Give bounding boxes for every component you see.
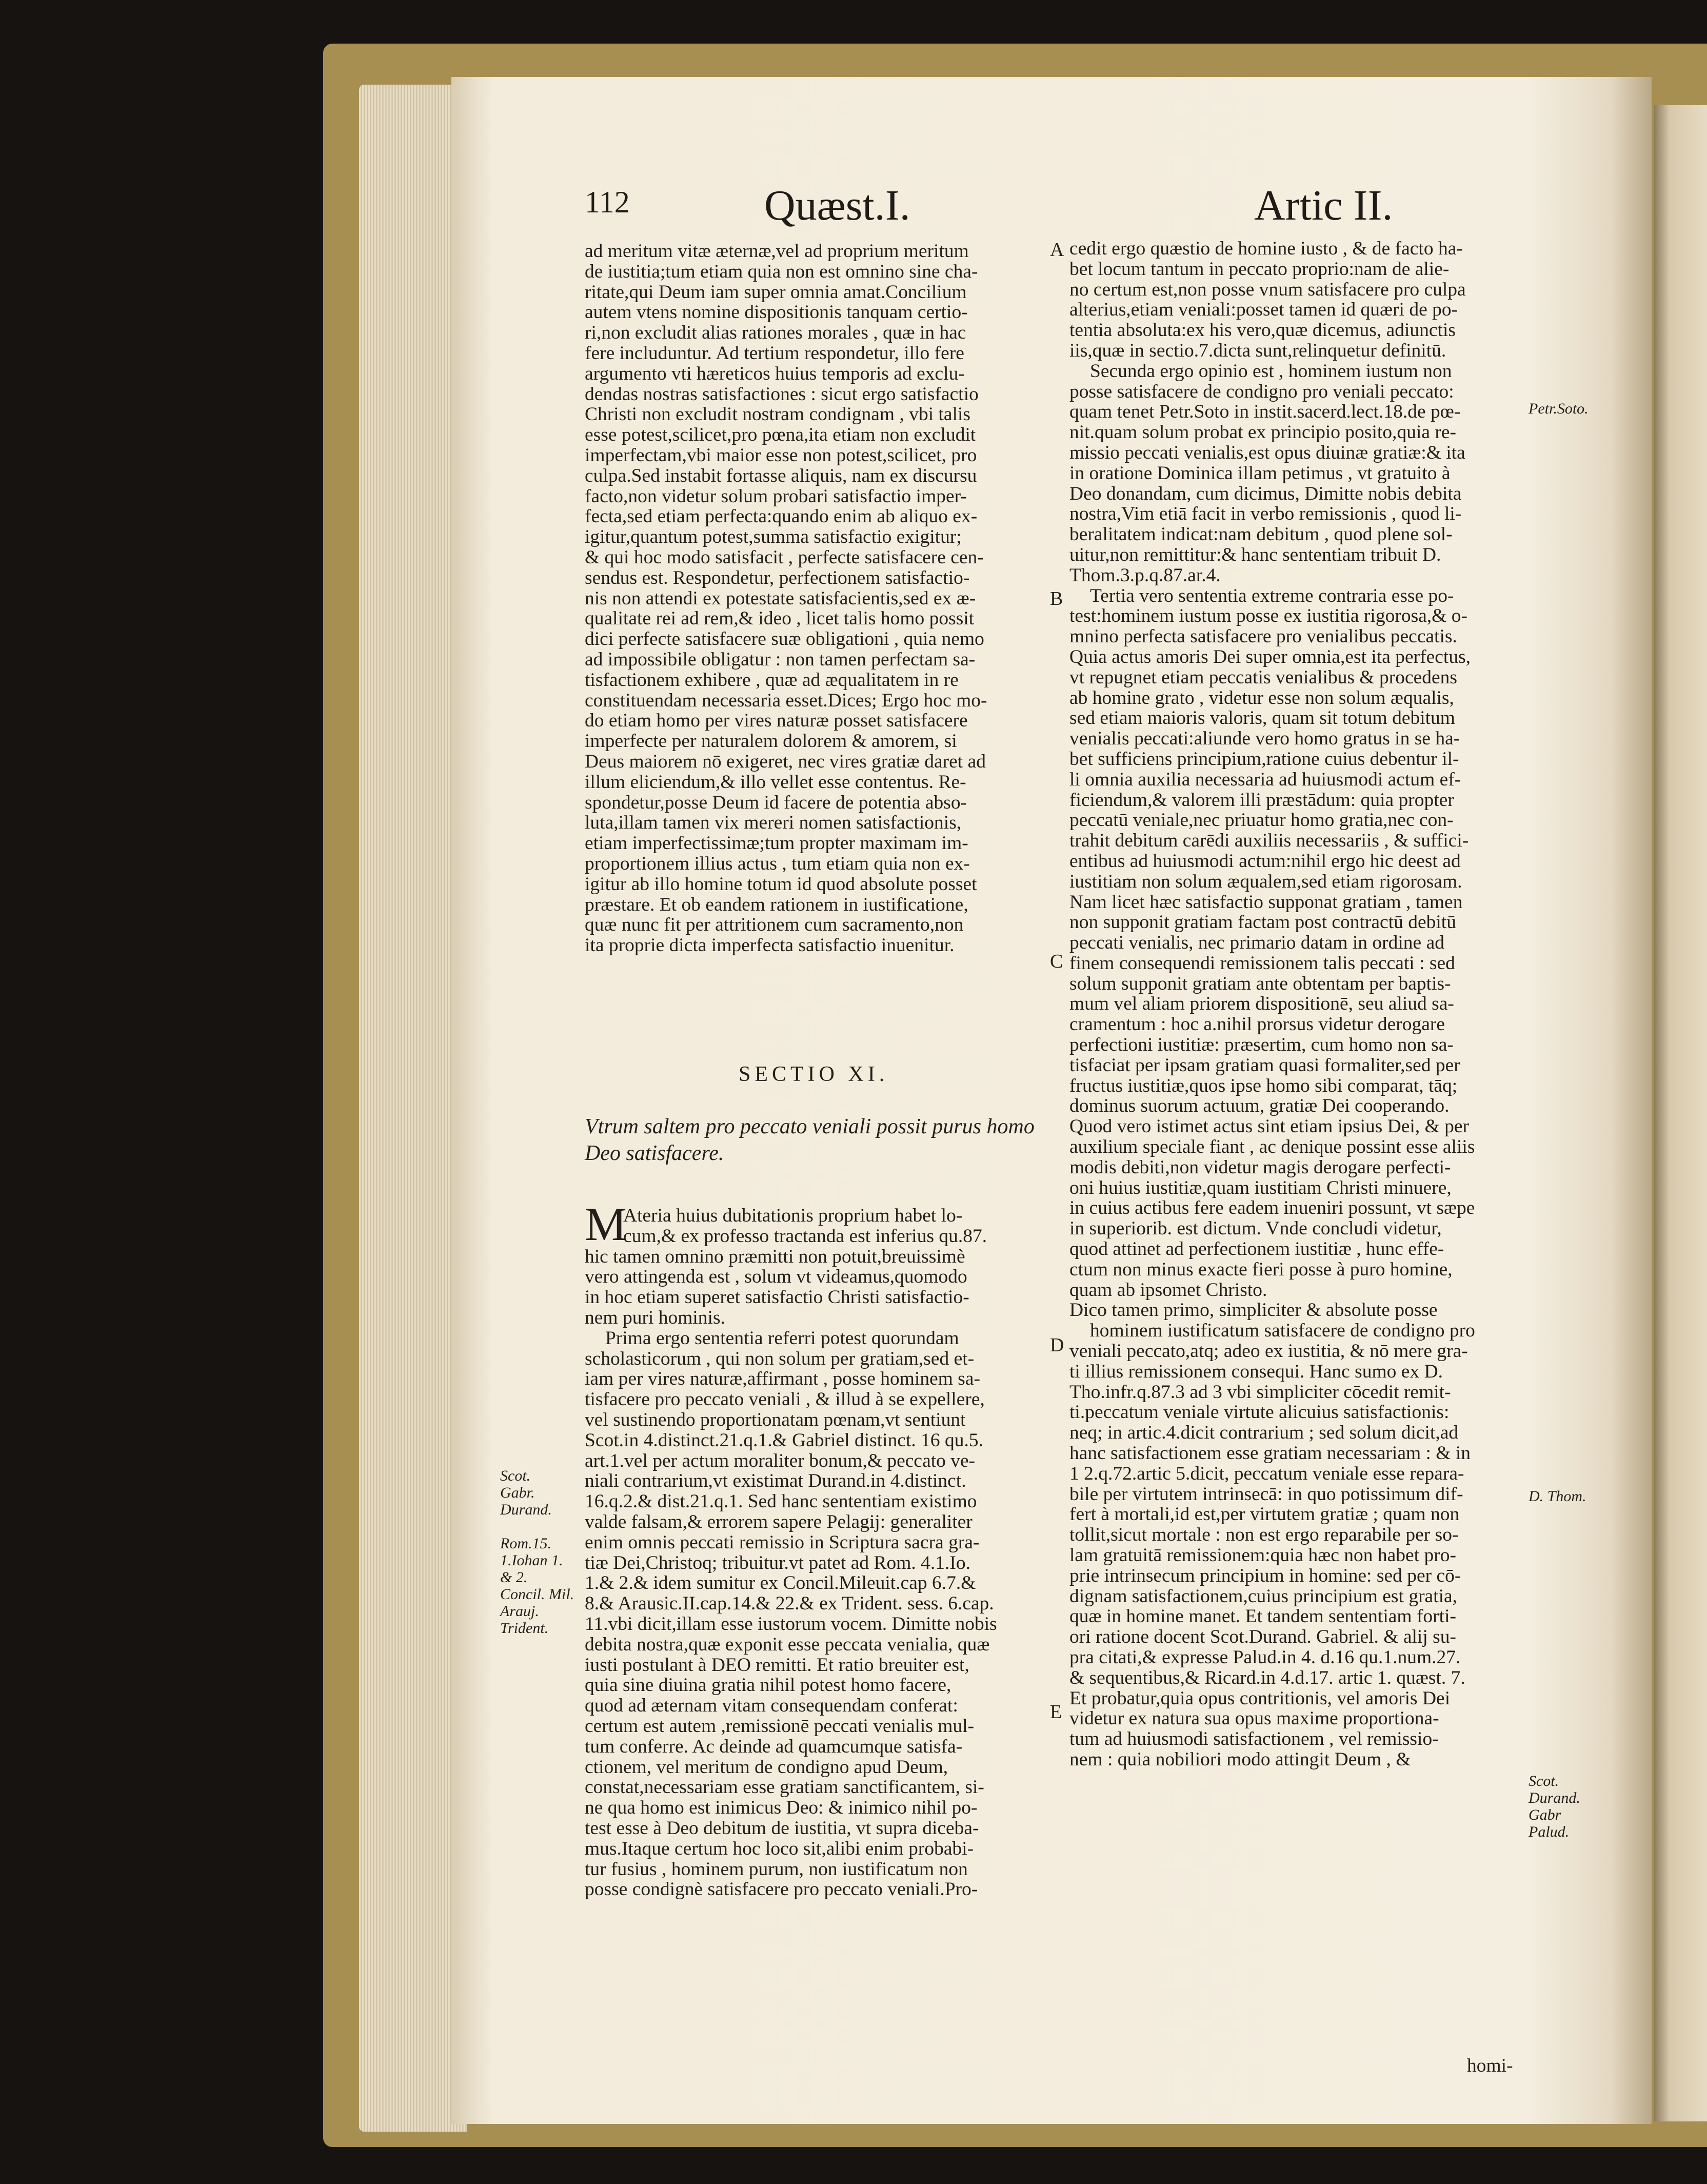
text-line: beralitatem indicat:nam debitum , quod plene sol-	[1069, 524, 1453, 545]
text-line: venialis peccati:aliunde vero homo gratus in se ha-	[1069, 729, 1460, 749]
text-line: ctionem, vel meritum de condigno apud Deum,	[585, 1757, 948, 1778]
section-heading: SECTIO XI.	[739, 1063, 889, 1086]
text-line: autem vtens nomine dispositionis tanquam certio-	[585, 302, 968, 323]
text-line: solum supponit gratiam ante obtentam per baptis-	[1069, 973, 1451, 994]
text-line: Nam licet hæc satisfactio supponat gratiam , tamen	[1069, 892, 1463, 913]
text-line: 8.& Arausic.II.cap.14.& 22.& ex Trident. sess. 6.cap.	[585, 1593, 994, 1614]
text-line: dendas nostras satisfactiones : sicut ergo satisfactio	[585, 384, 979, 405]
text-line: quam tenet Petr.Soto in instit.sacerd.lect.18.de pœ-	[1069, 402, 1461, 423]
text-line: & qui hoc modo satisfacit , perfecte satisfacere cen-	[585, 547, 984, 568]
text-line: test esse à Deo debitum de iustitia, vt supra diceba-	[585, 1818, 979, 1839]
text-line: enim omnis peccati remissio in Scriptura sacra gra-	[585, 1532, 980, 1553]
text-line: tisfacere pro peccato veniali , & illud à se expellere,	[585, 1389, 985, 1410]
text-line: tum conferre. Ac deinde ad quamcumque satisfa-	[585, 1736, 963, 1757]
text-line: bile per virtutem intrinsecā: in quo potissimum dif-	[1069, 1484, 1463, 1505]
text-line: bet locum tantum in peccato proprio:nam de alie-	[1069, 259, 1450, 280]
text-line: li omnia auxilia necessaria ad huiusmodi actum ef-	[1069, 769, 1461, 790]
text-line: sed etiam maioris valoris, quam sit totum debitum	[1069, 708, 1455, 729]
text-line: quod ad æternam vitam consequendam conferat:	[585, 1696, 958, 1716]
text-line: culpa.Sed instabit fortasse aliquis, nam ex discursu	[585, 465, 977, 486]
section-letter-b: B	[1050, 588, 1063, 609]
text-line: Dico tamen primo, simpliciter & absolute posse	[1069, 1300, 1438, 1321]
text-line: 16.q.2.& dist.21.q.1. Sed hanc sententiam existimo	[585, 1491, 977, 1512]
section-question: Vtrum saltem pro peccato veniali possit purus homo Deo satisfacere.	[585, 1115, 1035, 1165]
text-line: de iustitia;tum etiam quia non est omnino sine cha-	[585, 261, 978, 282]
text-line: ad meritum vitæ æternæ,vel ad proprium meritum	[585, 241, 969, 262]
text-line: neq; in artic.4.dicit contrarium ; sed solum dicit,ad	[1069, 1423, 1459, 1444]
text-line: fert à mortali,id est,per virtutem gratiæ ; quam non	[1069, 1504, 1460, 1525]
text-line: hanc satisfactionem esse gratiam necessariam : & in	[1069, 1443, 1471, 1464]
text-line: tollit,sicut mortale : non est ergo reparabile per so-	[1069, 1525, 1459, 1545]
text-line: tentia absoluta:ex his vero,quæ dicemus, adiunctis	[1069, 320, 1456, 341]
text-line: mum vel aliam priorem dispositionē, seu aliud sa-	[1069, 994, 1454, 1015]
text-line: veniali peccato,atq; adeo ex iustitia, & nō mere gra-	[1069, 1341, 1468, 1362]
text-line: entibus ad huiusmodi actum:nihil ergo hic deest ad	[1069, 851, 1461, 872]
text-line: Thom.3.p.q.87.ar.4.	[1069, 565, 1221, 586]
text-line: ritate,qui Deum iam super omnia amat.Concilium	[585, 282, 967, 303]
text-line: ab homine grato , videtur esse non solum æqualis,	[1069, 687, 1454, 709]
text-line: art.1.vel per actum moraliter bonum,& peccato ve-	[585, 1450, 976, 1471]
text-line: quæ in homine manet. Et tandem sententiam forti-	[1069, 1606, 1456, 1627]
text-line: alterius,etiam veniali:posset tamen id quæri de po-	[1069, 300, 1458, 321]
text-line: Deo donandam, cum dicimus, Dimitte nobis debita	[1069, 483, 1462, 504]
text-line: mus.Itaque certum hoc loco sit,alibi enim probabi-	[585, 1838, 974, 1859]
text-line: ctum non minus exacte fieri posse à puro homine,	[1069, 1259, 1453, 1280]
text-line: tur fusius , hominem purum, non iustificatum non	[585, 1859, 968, 1880]
text-line: dominus suorum actuum, gratiæ Dei cooperando.	[1069, 1096, 1450, 1117]
text-line: scholasticorum , qui non solum per gratiam,sed et-	[585, 1348, 975, 1369]
text-line: lam gratuitā remissionem:quia hæc non habet pro-	[1069, 1545, 1456, 1566]
catchword: homi-	[1467, 2055, 1513, 2076]
text-line: bet sufficiens principium,ratione cuius debentur il-	[1069, 749, 1459, 770]
text-line: Et probatur,quia opus contritionis, vel amoris Dei	[1069, 1688, 1451, 1709]
text-line: ti illius remissionem consequi. Hanc sumo ex D.	[1069, 1361, 1443, 1382]
text-line: fecta,sed etiam perfecta:quando enim ab aliquo ex-	[585, 506, 978, 527]
text-line: Christi non excludit nostram condignam , vbi talis	[585, 404, 970, 425]
text-line: 11.vbi dicit,illam esse iustorum vocem. Dimitte nobis	[585, 1614, 997, 1635]
text-line: vero attingenda est , solum vt videamus,quomodo	[585, 1267, 967, 1288]
text-line: tum ad huiusmodi satisfactionem , vel remissio-	[1069, 1729, 1439, 1749]
text-line: in superiorib. est dictum. Vnde concludi videtur,	[1069, 1218, 1442, 1239]
text-line: ti.peccatum veniale virtute alicuius satisfactionis:	[1069, 1402, 1450, 1423]
text-line: 1 2.q.72.artic 5.dicit, peccatum veniale esse repara-	[1069, 1463, 1464, 1484]
text-line: Ateria huius dubitationis proprium habet lo-	[623, 1206, 963, 1226]
text-line: facto,non videtur solum probari satisfactio imper-	[585, 486, 967, 507]
text-line: ad impossibile obligatur : non tamen perfectam sa-	[585, 649, 976, 670]
text-line: nem : quia nobiliori modo attingit Deum , &	[1069, 1749, 1411, 1770]
left-column-top	[585, 241, 1046, 956]
text-line: ita proprie dicta imperfecta satisfactio inuenitur.	[585, 935, 955, 956]
text-line: tiæ Dei,Christoq; tribuitur.vt patet ad Rom. 4.1.Io.	[585, 1552, 971, 1573]
text-line: Secunda ergo opinio est , hominem iustum non	[1090, 361, 1452, 382]
page-number: 112	[585, 185, 630, 219]
text-line: fere includuntur. Ad tertium respondetur, illo fere	[585, 343, 964, 364]
page-edges	[359, 85, 467, 2132]
text-line: do etiam homo per vires naturæ posset satisfacere	[585, 711, 968, 732]
text-line: nem puri hominis.	[585, 1307, 725, 1328]
text-line: iustitiam non solum æqualem,sed etiam rigorosam.	[1069, 871, 1462, 892]
text-line: Quod vero istimet actus sint etiam ipsius Dei, & per	[1069, 1116, 1470, 1137]
drop-cap: M	[585, 1198, 627, 1250]
text-line: prie intrinsecum principium in homine: sed per cō-	[1069, 1565, 1461, 1586]
text-line: test:hominem iustum posse ex iustitia rigorosa,& o-	[1069, 606, 1467, 627]
text-line: nostra,Vim etiā facit in verbo remissionis , quod li-	[1069, 504, 1462, 525]
text-line: auxilium speciale fiant , ac denique possint esse aliis	[1069, 1137, 1475, 1157]
text-line: in hoc etiam superet satisfactio Christi satisfactio-	[585, 1287, 969, 1308]
text-line: no certum est,non posse vnum satisfacere pro culpa	[1069, 279, 1466, 300]
text-line: constat,necessariam esse gratiam sanctificantem, si-	[585, 1777, 984, 1798]
text-line: cum,& ex professo tractanda est inferius qu.87.	[623, 1226, 987, 1247]
text-line: finem consequendi remissionem talis peccati : sed	[1069, 953, 1455, 974]
text-line: posse condignè satisfacere pro peccato veniali.Pro-	[585, 1879, 978, 1900]
text-line: etiam imperfectissimæ;tum propter maximam im-	[585, 833, 968, 854]
text-line: spondetur,posse Deum id facere de potentia abso-	[585, 792, 967, 813]
text-line: peccati venialis, nec primario datam in ordine ad	[1069, 933, 1444, 953]
text-line: oni huius iustitiæ,quam iustitiam Christi minuere,	[1069, 1177, 1452, 1198]
text-line: quod attinet ad perfectionem iustitiæ , hunc effe-	[1069, 1239, 1444, 1260]
text-line: proportionem illius actus , tum etiam quia non ex-	[585, 853, 970, 874]
text-line: posse satisfacere de condigno pro veniali peccato:	[1069, 381, 1454, 402]
section-letter-d: D	[1050, 1334, 1064, 1356]
text-line: Quia actus amoris Dei super omnia,est ita perfectus,	[1069, 646, 1471, 667]
text-line: Prima ergo sententia referri potest quorundam	[605, 1328, 959, 1349]
text-line: valde falsam,& errorem sapere Pelagij: generaliter	[585, 1511, 972, 1532]
margin-note-petr-soto: Petr.Soto.	[1529, 400, 1589, 417]
text-line: ne qua homo est inimicus Deo: & inimico nihil po-	[585, 1798, 978, 1818]
facing-page-edge	[1654, 105, 1707, 2121]
left-margin-notes: Scot. Gabr. Durand. Rom.15. 1.Iohan 1. & 2. Concil. Mil. Arauj. Trident.	[500, 1467, 574, 1637]
text-line: imperfectam,vbi maior esse non potest,scilicet, pro	[585, 445, 977, 466]
text-line: cramentum : hoc a.nihil prorsus videtur derogare	[1069, 1014, 1445, 1035]
text-line: Deus maiorem nō exigeret, nec vires gratiæ daret ad	[585, 751, 986, 772]
text-line: hominem iustificatum satisfacere de condigno pro	[1090, 1321, 1475, 1342]
section-letter-a: A	[1050, 239, 1064, 261]
margin-note-d-thom: D. Thom.	[1529, 1488, 1586, 1505]
text-line: nit.quam solum probat ex principio posito,quia re-	[1069, 422, 1457, 443]
text-line: argumento vti hæreticos huius temporis ad exclu-	[585, 363, 965, 384]
text-line: peccatū veniale,nec priuatur homo gratia,nec con-	[1069, 810, 1454, 831]
text-line: videtur ex natura sua opus maxime proportiona-	[1069, 1708, 1439, 1729]
section-letter-e: E	[1050, 1701, 1062, 1723]
text-line: Scot.in 4.distinct.21.q.1.& Gabriel distinct. 16 qu.5.	[585, 1430, 984, 1451]
text-line: luta,illam tamen vix mereri nomen satisfactionis,	[585, 813, 962, 834]
text-line: quia sine diuina gratia nihil potest homo facere,	[585, 1675, 951, 1696]
text-line: igitur,quantum potest,summa satisfactio exigitur;	[585, 527, 962, 547]
text-line: quam ab ipsomet Christo.	[1069, 1280, 1267, 1301]
text-line: fructus iustitiæ,quos ipse homo sibi comparat, tāq;	[1069, 1075, 1458, 1096]
text-line: quæ nunc fit per attritionem cum sacramento,non	[585, 915, 964, 936]
text-line: Tho.infr.q.87.3 ad 3 vbi simpliciter cōcedit remit-	[1069, 1382, 1451, 1403]
text-line: ficiendum,& valorem illi præstādum: quia propter	[1069, 790, 1454, 811]
text-line: in oratione Dominica illam petimus , vt gratuito à	[1069, 463, 1451, 484]
text-line: modis debiti,non videtur magis derogare perfecti-	[1069, 1157, 1451, 1178]
margin-note-scot-durand: Scot. Durand. Gabr Palud.	[1529, 1773, 1580, 1840]
text-line: in cuius actibus fere eadem inueniri possunt, vt sæpe	[1069, 1198, 1475, 1219]
text-line: & sequentibus,& Ricard.in 4.d.17. artic 1. quæst. 7.	[1069, 1667, 1465, 1688]
text-line: cedit ergo quæstio de homine iusto , & de facto ha-	[1069, 239, 1463, 259]
text-line: iis,quæ in sectio.7.dicta sunt,relinquetur definitū.	[1069, 340, 1446, 361]
text-line: tisfaciat per ipsam gratiam quasi formaliter,sed per	[1069, 1055, 1460, 1076]
text-line: vel sustinendo proportionatam pœnam,vt sentiunt	[585, 1409, 966, 1430]
text-line: illum eliciendum,& illo vellet esse contentus. Re-	[585, 772, 966, 793]
text-line: esse potest,scilicet,pro pœna,ita etiam non excludit	[585, 425, 976, 445]
text-line: imperfecte per naturalem dolorem & amorem, si	[585, 731, 957, 752]
text-line: certum est autem ,remissionē peccati venialis mul-	[585, 1716, 975, 1737]
text-line: ri,non excludit alias rationes morales , quæ in hac	[585, 323, 966, 343]
text-line: non supponit gratiam factam post contractū debitū	[1069, 912, 1456, 933]
text-line: hic tamen omnino præmitti non potuit,breuissimè	[585, 1246, 965, 1267]
text-line: trahit debitum carēdi auxiliis necessariis , & suffici-	[1069, 831, 1469, 851]
text-line: præstare. Et ob eandem rationem in iustificatione,	[585, 894, 968, 915]
text-line: iusti postulant à DEO remitti. Et ratio breuiter est,	[585, 1655, 969, 1676]
text-line: ori ratione docent Scot.Durand. Gabriel. & alij su-	[1069, 1627, 1456, 1647]
right-column	[1069, 239, 1531, 1770]
section-letter-c: C	[1050, 951, 1063, 972]
text-line: pra citati,& expresse Palud.in 4. d.16 qu.1.num.27.	[1069, 1647, 1461, 1668]
text-line: uitur,non remittitur:& hanc sententiam tribuit D.	[1069, 544, 1441, 565]
text-line: vt repugnet etiam peccatis venialibus & procedens	[1069, 667, 1457, 688]
text-line: nis non attendi ex potestate satisfacientis,sed ex æ-	[585, 588, 976, 609]
text-line: dici perfecte satisfacere suæ obligationi , quia nemo	[585, 629, 984, 650]
text-line: iam per vires naturæ,affirmant , posse hominem sa-	[585, 1369, 980, 1390]
text-line: missio peccati venialis,est opus diuinæ gratiæ:& ita	[1069, 442, 1465, 463]
text-line: perfectioni iustitiæ: præsertim, cum homo non sa-	[1069, 1035, 1454, 1055]
text-line: constituendam necessaria esset.Dices; Ergo hoc mo-	[585, 690, 987, 711]
left-column-bottom	[585, 1206, 1046, 1900]
text-line: igitur ab illo homine totum id quod absolute posset	[585, 874, 977, 895]
text-line: niali contrarium,vt existimat Durand.in 4.distinct.	[585, 1471, 966, 1492]
text-line: qualitate rei ad rem,& ideo , licet talis homo possit	[585, 608, 975, 629]
text-line: sendus est. Respondetur, perfectionem satisfactio-	[585, 567, 970, 588]
text-line: mnino perfecta satisfacere pro venialibus peccatis.	[1069, 626, 1457, 647]
text-line: debita nostra,quæ exponit esse peccata venialia, quæ	[585, 1634, 990, 1655]
text-line: Tertia vero sententia extreme contraria esse po-	[1090, 585, 1454, 606]
article-heading: Artic II.	[1254, 182, 1393, 229]
text-line: 1.& 2.& idem sumitur ex Concil.Mileuit.cap 6.7.&	[585, 1573, 976, 1594]
text-line: dignam satisfactionem,cuius principium est gratia,	[1069, 1586, 1458, 1607]
question-heading: Quæst.I.	[764, 182, 910, 229]
text-line: tisfactionem exhibere , quæ ad æqualitatem in re	[585, 670, 959, 691]
